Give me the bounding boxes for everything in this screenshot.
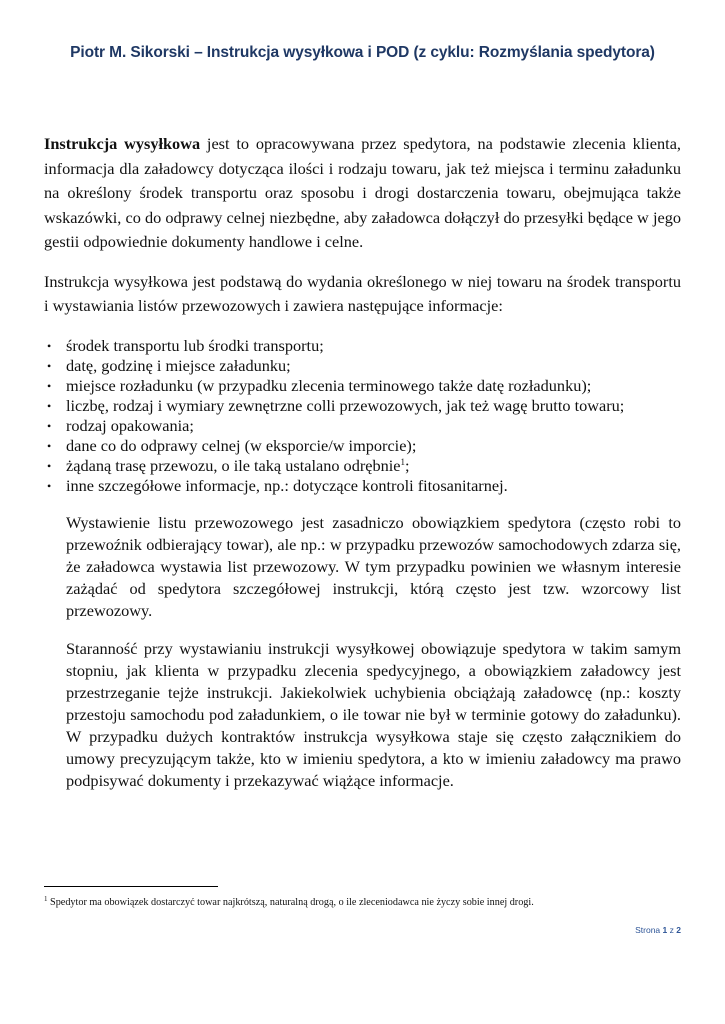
document-title: Piotr M. Sikorski – Instrukcja wysyłkowa i POD (z cyklu: Rozmyślania spedytora): [70, 44, 655, 61]
footnote: [44, 896, 684, 909]
intro-lead-term: Instrukcja wysyłkowa: [44, 134, 201, 153]
list-item: • rodzaj opakowania;: [47, 415, 194, 435]
list-item: • żądaną trasę przewozu, o ile taką ustalano odrębnie$^1$;: [47, 455, 410, 475]
list-item: • datę, godzinę i miejsce załadunku;: [47, 355, 291, 375]
bullet-icon: •: [47, 358, 52, 373]
bullet-icon: •: [47, 478, 52, 493]
bullet-icon: •: [47, 418, 52, 433]
list-item: • miejsce rozładunku (w przypadku zlecenia terminowego także datę rozładunku);: [47, 375, 592, 395]
bullet-icon: •: [47, 438, 52, 453]
paragraph-2: Instrukcja wysyłkowa jest podstawą do wydania określonego w niej towaru na środek transportu i wystawiania listów przewozowych i zawiera następujące informacje:: [44, 271, 681, 315]
bullet-icon: •: [47, 398, 52, 413]
footnote-text: Spedytor ma obowiązek dostarczyć towar najkrótszą, naturalną drogą, o ile zleceniodawca nie życzy sobie innej drogi.: [47, 897, 534, 908]
paragraph-3: Wystawienie listu przewozowego jest zasadniczo obowiązkiem spedytora (często robi to przewoźnik odbierający towar), ale np.: w przypadku przewozów samochodowych zdarza się, że załadowca wystawia list przewozowy. W tym przypadku powinien we własnym interesie zażądać od spedytora szczegółowej instrukcji, którą często jest tzw. wzorcowy list przewozowy.: [66, 512, 681, 620]
footnote-reference[interactable]: 1: [400, 456, 406, 467]
list-item: • liczbę, rodzaj i wymiary zewnętrzne colli przewozowych, jak też wagę brutto towaru;: [47, 395, 625, 415]
paragraph-4: Staranność przy wystawianiu instrukcji wysyłkowej obowiązuje spedytora w takim samym stopniu, jak klienta w przypadku zlecenia spedycyjnego, a obowiązkiem załadowcy jest przestrzeganie tejże instrukcji. Jakiekolwiek uchybienia obciążają załadowcę (np.: koszty przestoju samochodu pod załadunkiem, o ile towar nie był w terminie gotowy do załadunku). W przypadku dużych kontraktów instrukcja wysyłkowa staje się często załącznikiem do umowy precyzującym także, kto w imieniu spedytora, a kto w imieniu załadowcy ma prawo podpisywać dokumenty i przekazywać wiążące informacje.: [66, 638, 681, 790]
current-page: 1: [662, 925, 668, 935]
total-pages: 2: [676, 925, 681, 935]
footnote-separator: [44, 886, 218, 887]
footnote-number: 1: [44, 895, 48, 903]
information-list: [44, 336, 681, 496]
list-item: • inne szczegółowe informacje, np.: dotyczące kontroli fitosanitarnej.: [47, 475, 508, 495]
bullet-icon: •: [47, 378, 52, 393]
intro-paragraph: [44, 132, 681, 255]
document-body: [44, 132, 681, 808]
intro-text: jest to opracowywana przez spedytora, na podstawie zlecenia klienta, informacja dla załadowcy dotycząca ilości i rodzaju towaru, jak też miejsca i terminu załadunku na określony środek transportu oraz sposobu i drogi dostarczenia towaru, obejmująca także wskazówki, co do odprawy celnej niezbędne, aby załadowca dołączył do przesyłki będące w jego gestii odpowiednie dokumenty handlowe i celne.: [44, 134, 681, 251]
list-item: • środek transportu lub środki transportu;: [47, 335, 324, 355]
bullet-icon: •: [47, 338, 52, 353]
list-item: • dane co do odprawy celnej (w eksporcie/w imporcie);: [47, 435, 417, 455]
page-number: Strona 1 z 2: [635, 925, 681, 935]
bullet-icon: •: [47, 458, 52, 473]
